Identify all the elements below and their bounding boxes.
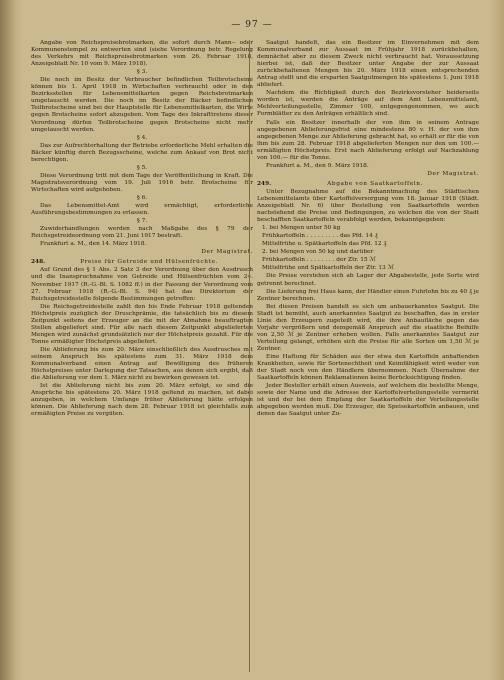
section-heading bbox=[257, 181, 479, 188]
paragraph: Das zur Aufrechterhaltung der Betriebe erforderliche Mehl erhalten die Bäcker künftig durch Bezugsscheine, welche zum Ankauf von Brot nicht berechtigen. bbox=[31, 142, 253, 163]
paragraph: Falls ein Besitzer innerhalb der von ihm in seinem Antrage angegebenen Ablieferungsfrist eine mindestens 80 v. H. der von ihm angegebenen Menge zur Ablieferung gebracht hat, so erhält er für die von ihm bis zum 28. Februar 1918 abgelieferten Mengen nur den um 100.— ermäßigten Höchstpreis. Erst nach Ablieferung erfolgt auf Nachzahlung von 100.— für die Tonne. bbox=[257, 119, 479, 161]
paragraph: Diese Verordnung tritt mit dem Tage der Veröffentlichung in Kraft. Die Magistratsverordnung vom 19. Juli 1916 betr. Brotscheine für Wirtschaften wird aufgehoben. bbox=[31, 172, 253, 193]
section-title: Preise für Getreide und Hülsenfrüchte. bbox=[80, 259, 219, 266]
section-mark: § 5. bbox=[136, 164, 148, 171]
section-mark: § 7. bbox=[136, 218, 148, 225]
signature: Der Magistrat. bbox=[427, 170, 479, 177]
signature: Der Magistrat. bbox=[201, 249, 253, 256]
section-number: 249. bbox=[257, 180, 272, 187]
date-line: Frankfurt a. M., den 14. März 1918. bbox=[40, 241, 147, 248]
paragraph: Bei diesen Preisen handelt es sich um anbauerkanntes Saatgut. Die Stadt ist bemüht, auch anerkanntes Saatgut zu beschaffen, das in erster Linie den Erzeugern zugeteilt wird, die ihre Anbaufläche gegen das Vorjahr vergrößern und demgemäß Anspruch auf die staatliche Beihilfe von 2,50 ℳ je Zentner erheben wollen. Falls anerkanntes Saatgut zur Verteilung gelangt, erhöhen sich die Preise für alle Sorten um 1,50 ℳ je Zentner. bbox=[257, 303, 479, 352]
section-mark: § 3. bbox=[136, 69, 148, 76]
section-title: Abgabe von Saatkartoffeln. bbox=[327, 180, 424, 187]
paragraph: Ist die Ablieferung nicht bis zum 20. März erfolgt, so sind die Ansprüche bis spätestens 20. März 1918 geltend zu machen, ist dabei anzugeben, in welchem Umfange früher Ablieferung hätte erfolgen können. Die Ablieferung nach dem 28. Februar 1918 ist gleichfalls zum ermäßigten Preise zu vergüten. bbox=[31, 383, 253, 418]
section-heading bbox=[31, 259, 253, 266]
section-mark: § 6. bbox=[136, 194, 148, 201]
paragraph: Die Lieferung frei Haus kann, der Händler einen Fuhrlohn bis zu 40 ₰ je Zentner berechnen. bbox=[257, 288, 479, 302]
left-column bbox=[31, 40, 253, 419]
paragraph: Angabe von Reichspreisebrotmarken, die sofort durch Mann-- oder Kommunenstempel zu entwerten sind (siehe Verordnung betr. Regelung des Verkehrs mit Reichspreisebrotmarken vom 26. Februar 1918, Anzeigeblatt Nr. 10 vom 9. März 1918). bbox=[31, 40, 253, 68]
date-line: Frankfurt a. M., den 9. März 1918. bbox=[266, 162, 369, 169]
price-list-item: 1. bei Mengen unter 50 kg bbox=[262, 225, 341, 232]
section-mark: § 4. bbox=[136, 134, 148, 141]
page-number: — 97 — bbox=[231, 20, 273, 30]
price-list-item: Frühkartoffeln . . . . . . . . der Ztr. 15 ℳ bbox=[262, 257, 376, 264]
paragraph: Jeder Besteller erhält einen Ausweis, auf welchem die bestellte Menge, sowie der Name und die Adresse der Kartoffelverteilungsstelle vermerkt ist und der bei dem Empfang der Saatkartoffeln der Verteilungsstelle abgegeben werden muß. Die Erzeuger, die Speisekartoffeln anbauen, und denen das Saatgut unter Zu- bbox=[257, 383, 479, 418]
paragraph: Das Lebensmittel-Amt wird ermächtigt, erforderliche Ausführungsbestimmungen zu erlassen. bbox=[31, 203, 253, 217]
paragraph: Die Ablieferung bis zum 20. März einschließlich des Ausdrusches mit seinem Anspruch bis spätestens zum 31. März 1918 dem Kommunalverband einen Antrag auf Bewilligung des früheren Höchstpreises unter Darlegung der Tatsachen, aus denen sich ergibt, daß die Ablieferung vor dem 1. März nicht zu bewirken gewesen ist. bbox=[31, 346, 253, 382]
paragraph: Die noch im Besitz der Verbraucher befindlichen Teilbrotscheine können bis 1. April 1918 in Wirtschaften verbraucht oder in den Bezirksstellen für Lebensmittelkarten gegen Reichsbrotmarken umgetauscht werden. Die noch im Besitz der Bäcker befindlichen Teilbrotscheine sind bei der Hauptstelle für Lebensmittelkarten, die Wirte gegen Brotscheine sofort abzugeben. Vom Tage des Inkrafttretens dieser Verordnung dürfen Teilbrotscheine gegen Brotscheine nicht mehr umgetauscht werden. bbox=[31, 77, 253, 133]
paragraph: Eine Haftung für Schäden aus der etwa den Kartoffeln anhaftenden Krankheiten, sowie für Sortenechtheit und Keimfähigkeit wird weder von der Stadt noch von den Händlern übernommen. Nach Übernahme der Saatkartoffeln können Reklamationen keine Berücksichtigung finden. bbox=[257, 353, 479, 382]
price-list-item: Mittelfrühe und Spätkartoffeln der Ztr. 13 ℳ bbox=[262, 265, 394, 272]
section-number: 248. bbox=[31, 259, 46, 266]
price-list-item: 2. bei Mengen von 50 kg und darüber bbox=[262, 249, 374, 256]
paragraph: Saatgut handelt, das ein Besitzer im Einvernehmen mit dem Kommunalverband zur Aussaat im Frühjahr 1918 zurückbehalten, demnächst aber zu diesem Zweck nicht verbraucht hat. Voraussetzung hierbei ist, daß der Besitzer unter Angabe der zur Aussaat zurückbehaltenen Mengen bis 20. März 1918 einen entsprechenden Antrag stellt und die ersparten Saatgutmengen bis spätestens 1. Juni 1918 abliefert. bbox=[257, 40, 479, 89]
price-list-item: Mittelfrühe u. Spätkartoffeln das Pfd. 12 ₰ bbox=[262, 241, 387, 248]
paragraph: Auf Grund des § 1 Abs. 2 Satz 3 der Verordnung über den Ausdrusch und die Inanspruchnahme von Getreide und Hülsenfrüchten vom 24. November 1917 (R.-G.-Bl. S. 1082 ff.) in der Fassung der Verordnung vom 27. Februar 1918 (R.-G.-Bl. S. 94) hat das Direktorium der Reichsgetreidestelle folgende Bestimmungen getroffen: bbox=[31, 267, 253, 302]
paragraph: Die Preise verstehen sich ab Lager der Abgabestelle, jede Sorte wird getrennt berechnet. bbox=[257, 273, 479, 287]
price-list-item: Frühkartoffeln . . . . . . . . . das Pfd. 14 ₰ bbox=[262, 233, 378, 240]
right-column bbox=[257, 40, 479, 419]
paragraph: Zuwiderhandlungen werden nach Maßgabe des § 79 der Reichsgetreideordnung vom 21. Juni 1917 bestraft. bbox=[31, 226, 253, 240]
paragraph: Unter Bezugnahme auf die Bekanntmachung des Städtischen Lebensmittelamts über Kartoffelversorgung vom 18. Januar 1918 (Städt. Anzeigeblatt Nr. 6) über Bestellung von Saatkartoffeln werden nachstehend die Preise und Bedingungen, zu welchen die von der Stadt beschafften Saatkartoffeln verabfolgt werden, bekanntgegeben: bbox=[257, 188, 479, 224]
paragraph: Nachdem die Richtigkeit durch den Bezirksvorsteher beiderseits worden ist, werden die Anträge auf dem Amt Lebensmittelamt, Mehlverteilungsstelle, Zimmer 100, entgegengenommen, wo auch Formblätter zu den Anträgen erhältlich sind. bbox=[257, 90, 479, 118]
column-divider bbox=[249, 40, 250, 672]
paragraph: Die Reichsgetreidestelle zahlt den bis Ende Februar 1918 geltenden Höchstpreis zuzüglich der Druschprämie, die tatsächlich bis zu diesem Zeitpunkt seitens der Erzeuger an die mit der Abnahme beauftragten Stellen abgeliefert sind. Für alle nach diesem Zeitpunkt abgelieferten Mengen wird zunächst grundsätzlich nur der Höchstpreis gezahlt. Für die Tonne ermäßigter Höchstpreis abgeliefert. bbox=[31, 303, 253, 345]
